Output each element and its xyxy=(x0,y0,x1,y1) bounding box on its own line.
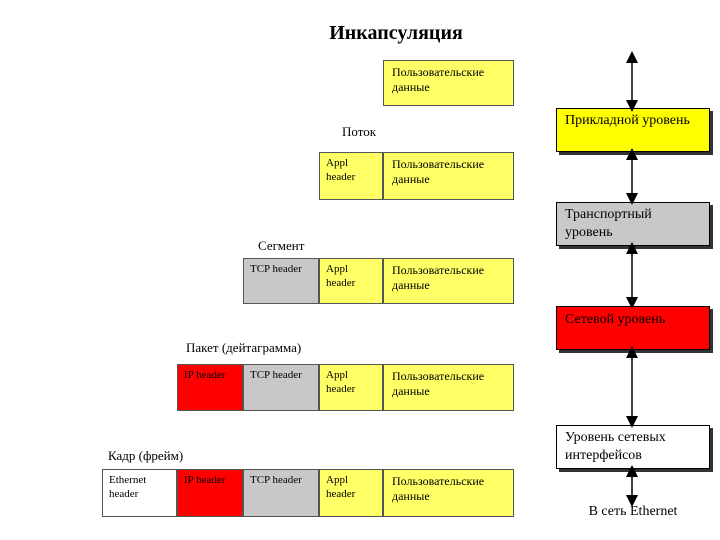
appl-header-box-frame: Appl header xyxy=(319,469,383,517)
tcp-header-box-packet: TCP header xyxy=(243,364,319,411)
user-data-box-frame: Пользовательские данные xyxy=(383,469,514,517)
appl-header-box-segment: Appl header xyxy=(319,258,383,304)
ethernet-header-box-frame: Ethernet header xyxy=(102,469,177,517)
tcp-header-box-segment: TCP header xyxy=(243,258,319,304)
network-layer-box: Сетевой уровень xyxy=(556,306,710,350)
segment-label: Сегмент xyxy=(258,238,305,253)
ip-header-box-packet: IP header xyxy=(177,364,243,411)
user-data-box-stream: Пользовательские данные xyxy=(383,152,514,200)
packet-label: Пакет (дейтаграмма) xyxy=(186,340,302,355)
frame-label: Кадр (фрейм) xyxy=(108,448,184,463)
appl-header-box-packet: Appl header xyxy=(319,364,383,411)
user-data-box-app: Пользовательские данные xyxy=(383,60,514,106)
appl-header-box-stream: Appl header xyxy=(319,152,383,200)
ethernet-target-label: В сеть Ethernet xyxy=(588,504,678,519)
tcp-header-box-frame: TCP header xyxy=(243,469,319,517)
user-data-box-packet: Пользовательские данные xyxy=(383,364,514,411)
diagram-title: Инкапсуляция xyxy=(329,22,463,44)
application-layer-box: Прикладной уровень xyxy=(556,108,710,152)
user-data-box-segment: Пользовательские данные xyxy=(383,258,514,304)
transport-layer-box: Транспортный уровень xyxy=(556,202,710,246)
ip-header-box-frame: IP header xyxy=(177,469,243,517)
stream-label: Поток xyxy=(342,124,377,139)
interfaces-layer-box: Уровень сетевых интерфейсов xyxy=(556,425,710,469)
